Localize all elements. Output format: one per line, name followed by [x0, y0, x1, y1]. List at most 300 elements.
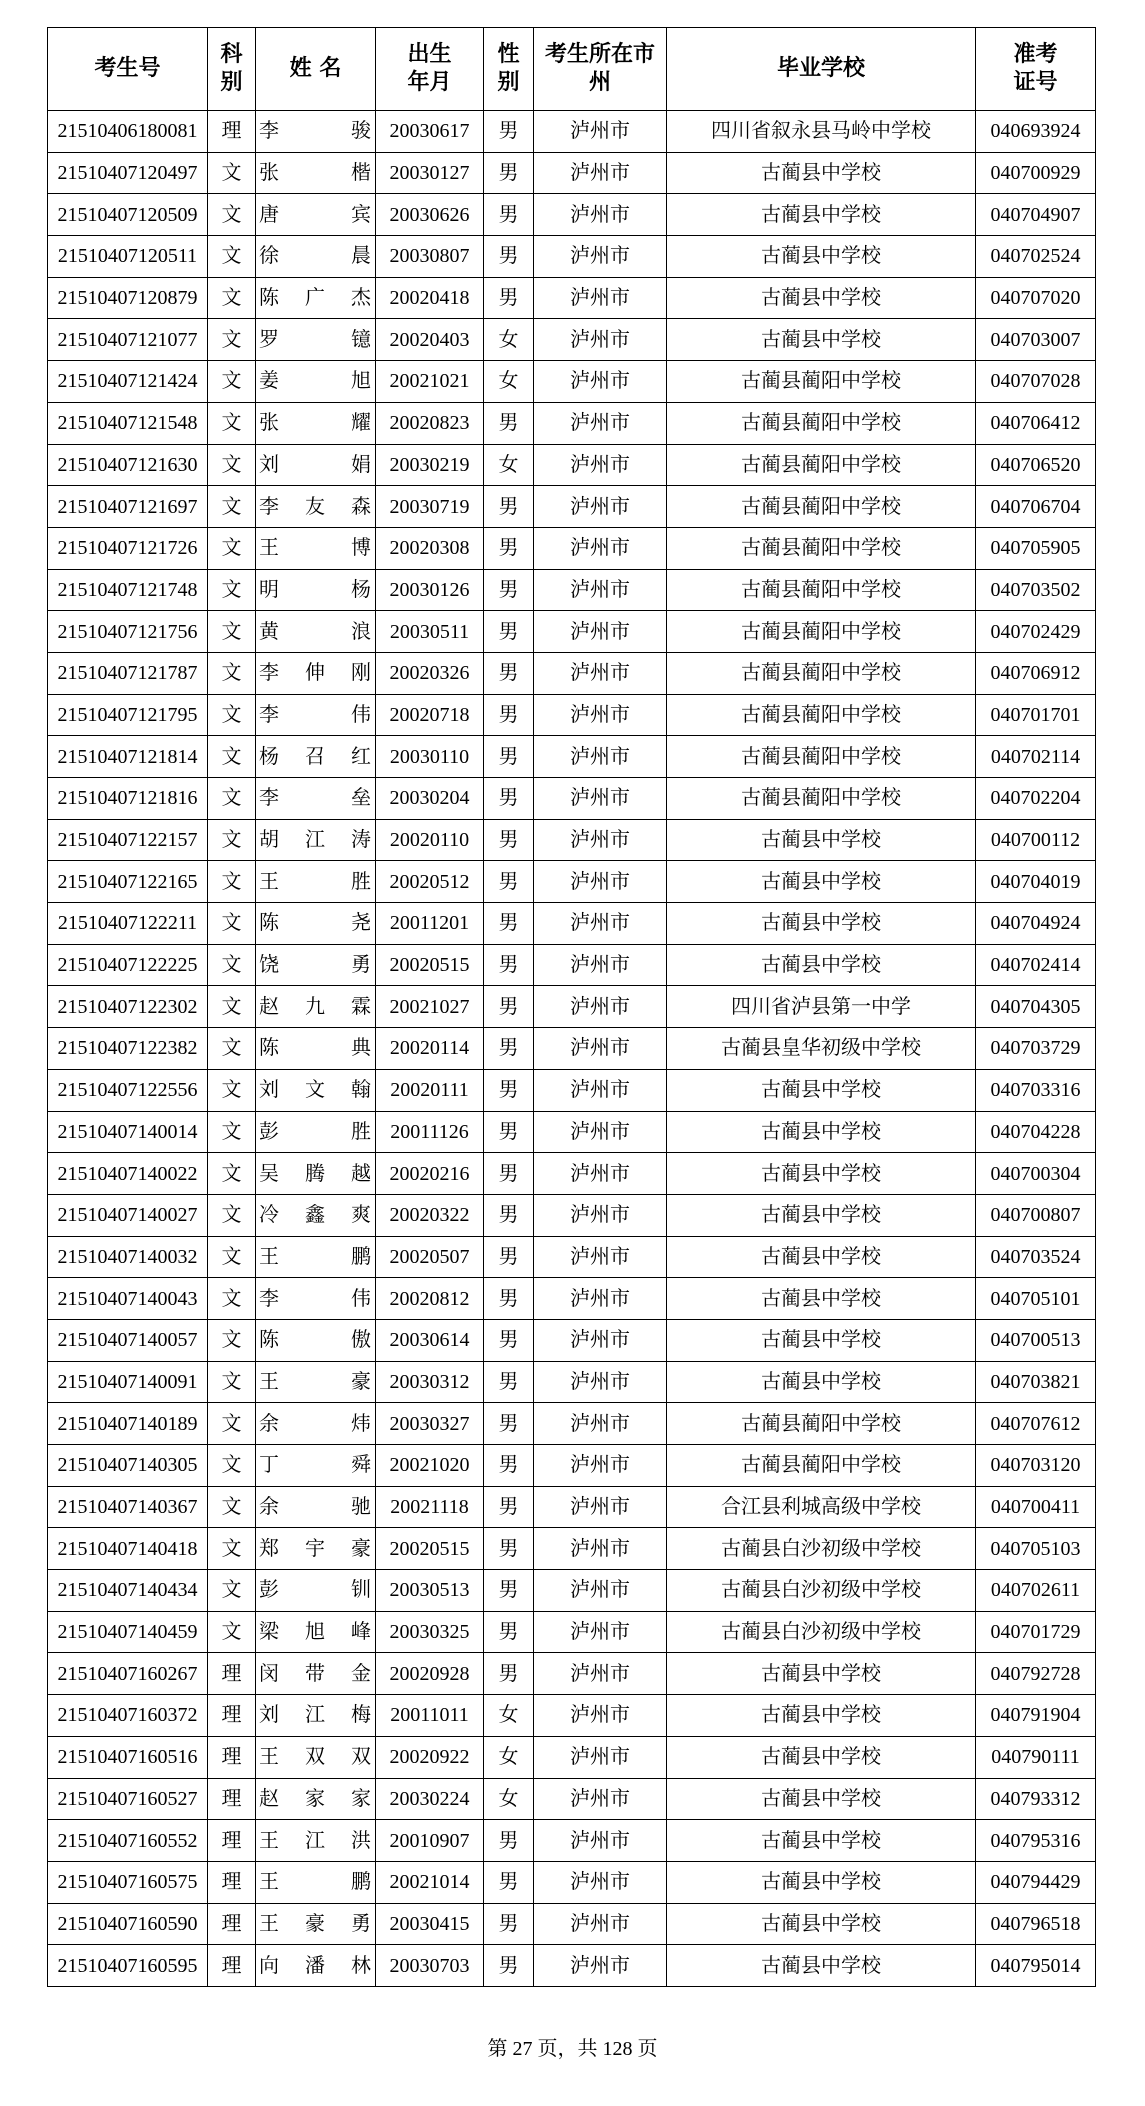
name-text: 姜 旭 — [259, 370, 371, 393]
cell-gender: 男 — [484, 1611, 534, 1653]
cell-admission-number: 040703729 — [976, 1028, 1096, 1070]
table-row — [48, 1778, 1096, 1820]
cell-candidate-id: 21510407121748 — [48, 569, 208, 611]
table-row — [48, 527, 1096, 569]
cell-gender: 男 — [484, 111, 534, 153]
name-text: 刘 江 梅 — [259, 1704, 371, 1727]
cell-name — [256, 1653, 376, 1695]
cell-admission-number: 040701729 — [976, 1611, 1096, 1653]
cell-candidate-id: 21510407121424 — [48, 361, 208, 403]
table-row — [48, 861, 1096, 903]
cell-school: 古蔺县蔺阳中学校 — [667, 778, 976, 820]
name-text: 梁 旭 峰 — [259, 1621, 371, 1644]
cell-candidate-id: 21510407122556 — [48, 1069, 208, 1111]
cell-gender: 男 — [484, 1111, 534, 1153]
header-cert-text: 准考证号 — [1013, 42, 1058, 95]
name-text: 陈 尧 — [259, 912, 371, 935]
cell-candidate-id: 21510407160575 — [48, 1861, 208, 1903]
cell-school: 古蔺县中学校 — [667, 1778, 976, 1820]
header-subject — [208, 28, 256, 111]
cell-subject: 理 — [208, 1736, 256, 1778]
cell-name — [256, 903, 376, 945]
cell-school: 古蔺县中学校 — [667, 319, 976, 361]
cell-candidate-id: 21510407122157 — [48, 819, 208, 861]
cell-birth-date: 20020308 — [376, 527, 484, 569]
cell-admission-number: 040791904 — [976, 1695, 1096, 1737]
cell-birth-date: 20030127 — [376, 152, 484, 194]
cell-city: 泸州市 — [534, 1570, 667, 1612]
cell-admission-number: 040703120 — [976, 1445, 1096, 1487]
cell-subject: 文 — [208, 861, 256, 903]
cell-gender: 男 — [484, 861, 534, 903]
cell-city: 泸州市 — [534, 1236, 667, 1278]
table-row — [48, 111, 1096, 153]
cell-name — [256, 694, 376, 736]
candidate-table — [47, 27, 1096, 1987]
name-text: 王 鹏 — [259, 1871, 371, 1894]
cell-admission-number: 040702204 — [976, 778, 1096, 820]
cell-gender: 男 — [484, 903, 534, 945]
cell-city: 泸州市 — [534, 1861, 667, 1903]
name-text: 李 伸 刚 — [259, 662, 371, 685]
table-row — [48, 277, 1096, 319]
name-text: 黄 浪 — [259, 620, 371, 643]
cell-birth-date: 20020216 — [376, 1153, 484, 1195]
cell-admission-number: 040706704 — [976, 486, 1096, 528]
cell-name — [256, 1069, 376, 1111]
cell-candidate-id: 21510407140022 — [48, 1153, 208, 1195]
cell-admission-number: 040700807 — [976, 1194, 1096, 1236]
cell-gender: 男 — [484, 1361, 534, 1403]
cell-gender: 男 — [484, 1278, 534, 1320]
cell-subject: 文 — [208, 1445, 256, 1487]
cell-birth-date: 20030719 — [376, 486, 484, 528]
table-row — [48, 1236, 1096, 1278]
name-text: 张 楷 — [259, 162, 371, 185]
cell-birth-date: 20030325 — [376, 1611, 484, 1653]
cell-city: 泸州市 — [534, 111, 667, 153]
cell-school: 古蔺县中学校 — [667, 903, 976, 945]
cell-gender: 男 — [484, 402, 534, 444]
name-text: 杨 召 红 — [259, 745, 371, 768]
cell-birth-date: 20020326 — [376, 652, 484, 694]
cell-gender: 女 — [484, 1736, 534, 1778]
table-row — [48, 1861, 1096, 1903]
header-subject-text: 科别 — [220, 42, 243, 95]
cell-candidate-id: 21510407140367 — [48, 1486, 208, 1528]
cell-birth-date: 20020823 — [376, 402, 484, 444]
cell-school: 古蔺县中学校 — [667, 1319, 976, 1361]
cell-subject: 文 — [208, 402, 256, 444]
cell-candidate-id: 21510407160372 — [48, 1695, 208, 1737]
cell-admission-number: 040703821 — [976, 1361, 1096, 1403]
cell-name — [256, 1528, 376, 1570]
table-row — [48, 152, 1096, 194]
cell-candidate-id: 21510407122225 — [48, 944, 208, 986]
cell-city: 泸州市 — [534, 277, 667, 319]
cell-admission-number: 040704924 — [976, 903, 1096, 945]
cell-subject: 文 — [208, 152, 256, 194]
name-text: 余 炜 — [259, 1412, 371, 1435]
cell-gender: 男 — [484, 1903, 534, 1945]
cell-admission-number: 040707612 — [976, 1403, 1096, 1445]
cell-school: 古蔺县中学校 — [667, 819, 976, 861]
cell-name — [256, 1486, 376, 1528]
cell-candidate-id: 21510407120879 — [48, 277, 208, 319]
cell-admission-number: 040706912 — [976, 652, 1096, 694]
cell-name — [256, 361, 376, 403]
cell-candidate-id: 21510407160527 — [48, 1778, 208, 1820]
cell-name — [256, 1945, 376, 1987]
table-row — [48, 444, 1096, 486]
table-row — [48, 819, 1096, 861]
cell-candidate-id: 21510406180081 — [48, 111, 208, 153]
cell-city: 泸州市 — [534, 1528, 667, 1570]
cell-city: 泸州市 — [534, 694, 667, 736]
cell-candidate-id: 21510407160595 — [48, 1945, 208, 1987]
cell-subject: 文 — [208, 611, 256, 653]
cell-school: 古蔺县中学校 — [667, 1945, 976, 1987]
cell-school: 古蔺县中学校 — [667, 861, 976, 903]
header-city — [534, 28, 667, 111]
name-text: 罗 镱 — [259, 328, 371, 351]
cell-birth-date: 20020110 — [376, 819, 484, 861]
cell-admission-number: 040702611 — [976, 1570, 1096, 1612]
cell-subject: 文 — [208, 1319, 256, 1361]
cell-city: 泸州市 — [534, 319, 667, 361]
cell-admission-number: 040700112 — [976, 819, 1096, 861]
cell-gender: 男 — [484, 236, 534, 278]
cell-name — [256, 1445, 376, 1487]
cell-city: 泸州市 — [534, 1778, 667, 1820]
cell-school: 古蔺县中学校 — [667, 1111, 976, 1153]
cell-school: 古蔺县中学校 — [667, 1695, 976, 1737]
name-text: 赵 九 霖 — [259, 995, 371, 1018]
cell-subject: 文 — [208, 736, 256, 778]
cell-name — [256, 1111, 376, 1153]
cell-gender: 男 — [484, 1445, 534, 1487]
cell-name — [256, 527, 376, 569]
cell-admission-number: 040693924 — [976, 111, 1096, 153]
table-row — [48, 1903, 1096, 1945]
cell-name — [256, 194, 376, 236]
table-row — [48, 319, 1096, 361]
cell-gender: 男 — [484, 1861, 534, 1903]
cell-city: 泸州市 — [534, 1069, 667, 1111]
table-row — [48, 903, 1096, 945]
name-text: 陈 广 杰 — [259, 287, 371, 310]
cell-subject: 文 — [208, 569, 256, 611]
table-row — [48, 1653, 1096, 1695]
table-row — [48, 1486, 1096, 1528]
cell-gender: 男 — [484, 694, 534, 736]
cell-school: 古蔺县中学校 — [667, 1361, 976, 1403]
name-text: 冷 鑫 爽 — [259, 1204, 371, 1227]
cell-gender: 男 — [484, 778, 534, 820]
cell-subject: 理 — [208, 111, 256, 153]
cell-name — [256, 652, 376, 694]
cell-birth-date: 20020718 — [376, 694, 484, 736]
cell-school: 古蔺县蔺阳中学校 — [667, 652, 976, 694]
cell-gender: 男 — [484, 152, 534, 194]
cell-name — [256, 736, 376, 778]
cell-school: 古蔺县蔺阳中学校 — [667, 1403, 976, 1445]
cell-name — [256, 319, 376, 361]
cell-gender: 男 — [484, 1069, 534, 1111]
cell-admission-number: 040705101 — [976, 1278, 1096, 1320]
cell-candidate-id: 21510407140027 — [48, 1194, 208, 1236]
name-text: 彭 胜 — [259, 1120, 371, 1143]
cell-subject: 理 — [208, 1861, 256, 1903]
cell-birth-date: 20020418 — [376, 277, 484, 319]
cell-city: 泸州市 — [534, 1820, 667, 1862]
cell-admission-number: 040702114 — [976, 736, 1096, 778]
cell-city: 泸州市 — [534, 819, 667, 861]
table-body — [48, 111, 1096, 1987]
cell-school: 古蔺县中学校 — [667, 944, 976, 986]
cell-gender: 男 — [484, 944, 534, 986]
cell-school: 古蔺县蔺阳中学校 — [667, 527, 976, 569]
cell-name — [256, 1236, 376, 1278]
cell-name — [256, 1403, 376, 1445]
cell-city: 泸州市 — [534, 1736, 667, 1778]
cell-gender: 男 — [484, 194, 534, 236]
cell-birth-date: 20010907 — [376, 1820, 484, 1862]
cell-city: 泸州市 — [534, 903, 667, 945]
cell-gender: 男 — [484, 1820, 534, 1862]
header-name: 姓 名 — [256, 28, 376, 111]
table-row — [48, 1028, 1096, 1070]
cell-school: 古蔺县蔺阳中学校 — [667, 444, 976, 486]
cell-school: 古蔺县蔺阳中学校 — [667, 736, 976, 778]
cell-gender: 男 — [484, 736, 534, 778]
cell-city: 泸州市 — [534, 1028, 667, 1070]
cell-city: 泸州市 — [534, 1695, 667, 1737]
cell-subject: 文 — [208, 1611, 256, 1653]
cell-gender: 女 — [484, 319, 534, 361]
cell-candidate-id: 21510407121697 — [48, 486, 208, 528]
name-text: 王 豪 勇 — [259, 1912, 371, 1935]
cell-birth-date: 20030617 — [376, 111, 484, 153]
cell-city: 泸州市 — [534, 778, 667, 820]
name-text: 王 博 — [259, 537, 371, 560]
cell-gender: 女 — [484, 1778, 534, 1820]
cell-subject: 文 — [208, 1403, 256, 1445]
cell-candidate-id: 21510407140189 — [48, 1403, 208, 1445]
cell-admission-number: 040703502 — [976, 569, 1096, 611]
name-text: 李 垒 — [259, 787, 371, 810]
cell-admission-number: 040793312 — [976, 1778, 1096, 1820]
name-text: 吴 腾 越 — [259, 1162, 371, 1185]
cell-birth-date: 20020922 — [376, 1736, 484, 1778]
cell-city: 泸州市 — [534, 569, 667, 611]
cell-subject: 文 — [208, 778, 256, 820]
cell-name — [256, 1361, 376, 1403]
cell-candidate-id: 21510407120511 — [48, 236, 208, 278]
cell-subject: 文 — [208, 1528, 256, 1570]
cell-candidate-id: 21510407140091 — [48, 1361, 208, 1403]
table-row — [48, 236, 1096, 278]
cell-candidate-id: 21510407140418 — [48, 1528, 208, 1570]
cell-school: 古蔺县蔺阳中学校 — [667, 569, 976, 611]
table-row — [48, 361, 1096, 403]
cell-admission-number: 040703524 — [976, 1236, 1096, 1278]
cell-name — [256, 111, 376, 153]
cell-school: 古蔺县中学校 — [667, 1069, 976, 1111]
table-row — [48, 944, 1096, 986]
cell-birth-date: 20011201 — [376, 903, 484, 945]
cell-admission-number: 040702414 — [976, 944, 1096, 986]
name-text: 唐 宾 — [259, 203, 371, 226]
cell-subject: 文 — [208, 319, 256, 361]
cell-school: 古蔺县蔺阳中学校 — [667, 361, 976, 403]
table-row — [48, 611, 1096, 653]
name-text: 丁 舜 — [259, 1454, 371, 1477]
cell-school: 古蔺县中学校 — [667, 1236, 976, 1278]
cell-city: 泸州市 — [534, 1945, 667, 1987]
cell-name — [256, 1194, 376, 1236]
cell-birth-date: 20030807 — [376, 236, 484, 278]
cell-candidate-id: 21510407160590 — [48, 1903, 208, 1945]
table-row — [48, 1945, 1096, 1987]
cell-admission-number: 040701701 — [976, 694, 1096, 736]
cell-admission-number: 040706520 — [976, 444, 1096, 486]
cell-subject: 文 — [208, 1194, 256, 1236]
cell-name — [256, 569, 376, 611]
cell-admission-number: 040704907 — [976, 194, 1096, 236]
table-row — [48, 778, 1096, 820]
cell-candidate-id: 21510407120509 — [48, 194, 208, 236]
name-text: 李 友 森 — [259, 495, 371, 518]
cell-city: 泸州市 — [534, 1903, 667, 1945]
cell-school: 古蔺县中学校 — [667, 1194, 976, 1236]
cell-school: 古蔺县中学校 — [667, 1653, 976, 1695]
cell-city: 泸州市 — [534, 152, 667, 194]
cell-candidate-id: 21510407121726 — [48, 527, 208, 569]
cell-birth-date: 20011126 — [376, 1111, 484, 1153]
cell-candidate-id: 21510407120497 — [48, 152, 208, 194]
cell-candidate-id: 21510407121548 — [48, 402, 208, 444]
cell-subject: 理 — [208, 1653, 256, 1695]
cell-admission-number: 040794429 — [976, 1861, 1096, 1903]
cell-birth-date: 20030513 — [376, 1570, 484, 1612]
cell-gender: 男 — [484, 986, 534, 1028]
cell-birth-date: 20020403 — [376, 319, 484, 361]
cell-birth-date: 20020322 — [376, 1194, 484, 1236]
cell-name — [256, 1820, 376, 1862]
cell-candidate-id: 21510407121077 — [48, 319, 208, 361]
cell-name — [256, 986, 376, 1028]
cell-name — [256, 486, 376, 528]
cell-subject: 文 — [208, 694, 256, 736]
cell-birth-date: 20030511 — [376, 611, 484, 653]
cell-school: 古蔺县白沙初级中学校 — [667, 1528, 976, 1570]
cell-birth-date: 20020114 — [376, 1028, 484, 1070]
cell-city: 泸州市 — [534, 736, 667, 778]
cell-city: 泸州市 — [534, 1111, 667, 1153]
cell-school: 古蔺县中学校 — [667, 277, 976, 319]
cell-admission-number: 040703007 — [976, 319, 1096, 361]
cell-birth-date: 20030219 — [376, 444, 484, 486]
cell-subject: 理 — [208, 1903, 256, 1945]
cell-city: 泸州市 — [534, 1194, 667, 1236]
name-text: 向 潘 林 — [259, 1954, 371, 1977]
cell-candidate-id: 21510407140032 — [48, 1236, 208, 1278]
cell-candidate-id: 21510407160516 — [48, 1736, 208, 1778]
table-row — [48, 1319, 1096, 1361]
cell-admission-number: 040700304 — [976, 1153, 1096, 1195]
cell-admission-number: 040703316 — [976, 1069, 1096, 1111]
name-text: 明 杨 — [259, 578, 371, 601]
cell-birth-date: 20021014 — [376, 1861, 484, 1903]
cell-name — [256, 1278, 376, 1320]
table-row — [48, 1361, 1096, 1403]
cell-city: 泸州市 — [534, 236, 667, 278]
cell-birth-date: 20021020 — [376, 1445, 484, 1487]
table-row — [48, 1153, 1096, 1195]
cell-city: 泸州市 — [534, 194, 667, 236]
cell-school: 古蔺县中学校 — [667, 194, 976, 236]
cell-city: 泸州市 — [534, 1278, 667, 1320]
cell-school: 古蔺县中学校 — [667, 236, 976, 278]
cell-school: 古蔺县白沙初级中学校 — [667, 1611, 976, 1653]
table-row — [48, 736, 1096, 778]
cell-city: 泸州市 — [534, 486, 667, 528]
cell-gender: 男 — [484, 569, 534, 611]
cell-city: 泸州市 — [534, 444, 667, 486]
cell-city: 泸州市 — [534, 944, 667, 986]
cell-birth-date: 20030626 — [376, 194, 484, 236]
name-text: 余 驰 — [259, 1496, 371, 1519]
cell-subject: 理 — [208, 1778, 256, 1820]
table-row — [48, 194, 1096, 236]
name-text: 王 鹏 — [259, 1245, 371, 1268]
cell-school: 古蔺县蔺阳中学校 — [667, 486, 976, 528]
table-row — [48, 486, 1096, 528]
cell-candidate-id: 21510407140014 — [48, 1111, 208, 1153]
cell-city: 泸州市 — [534, 1153, 667, 1195]
cell-candidate-id: 21510407140057 — [48, 1319, 208, 1361]
cell-gender: 男 — [484, 611, 534, 653]
cell-school: 四川省叙永县马岭中学校 — [667, 111, 976, 153]
cell-subject: 文 — [208, 944, 256, 986]
cell-gender: 男 — [484, 1653, 534, 1695]
cell-candidate-id: 21510407121816 — [48, 778, 208, 820]
cell-subject: 文 — [208, 1361, 256, 1403]
cell-subject: 文 — [208, 1069, 256, 1111]
cell-subject: 文 — [208, 986, 256, 1028]
name-text: 王 豪 — [259, 1370, 371, 1393]
cell-gender: 男 — [484, 1153, 534, 1195]
table-row — [48, 569, 1096, 611]
cell-admission-number: 040795316 — [976, 1820, 1096, 1862]
cell-candidate-id: 21510407121630 — [48, 444, 208, 486]
cell-subject: 文 — [208, 1570, 256, 1612]
name-text: 李 伟 — [259, 703, 371, 726]
table-row — [48, 1403, 1096, 1445]
cell-candidate-id: 21510407121787 — [48, 652, 208, 694]
name-text: 刘 娟 — [259, 453, 371, 476]
cell-subject: 文 — [208, 1236, 256, 1278]
cell-candidate-id: 21510407121795 — [48, 694, 208, 736]
cell-candidate-id: 21510407121814 — [48, 736, 208, 778]
cell-city: 泸州市 — [534, 611, 667, 653]
cell-name — [256, 819, 376, 861]
cell-admission-number: 040700513 — [976, 1319, 1096, 1361]
cell-school: 古蔺县中学校 — [667, 1736, 976, 1778]
name-text: 王 双 双 — [259, 1746, 371, 1769]
cell-city: 泸州市 — [534, 1403, 667, 1445]
